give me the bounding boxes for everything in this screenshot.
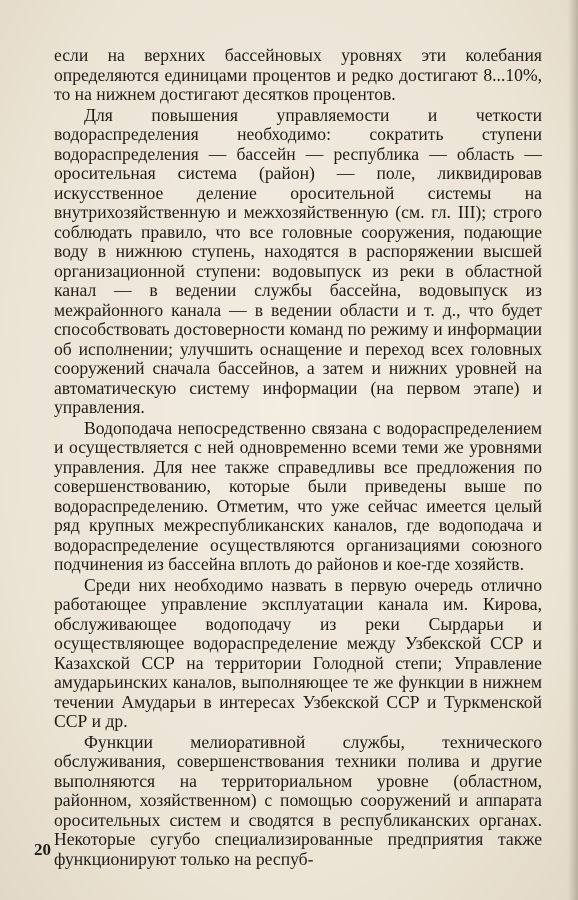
paragraph-continuation: если на верхних бассейновых уровнях эти колебания определяются единицами процентов и редко достигают 8...10%, то на нижнем достигают десятков процентов. — [54, 45, 542, 104]
page-number: 20 — [34, 840, 51, 859]
page-edge-shadow — [568, 0, 578, 900]
paragraph-canal-management: Среди них необходимо назвать в первую очередь отлично работающее управление эксплуатации канала им. Кирова, обслуживающее водоподачу из реки Сырдарьи и осуществляющее водораспределение между Узбекской ССР и Казахской ССР на территории Голодной степи; Управление амударьинских каналов, выполняющее те же функции в нижнем течении Амударьи в интересах Узбекской ССР и Туркменской ССР и др. — [54, 574, 542, 731]
body-text — [54, 45, 542, 869]
paragraph-water-distribution: Для повышения управляемости и четкости водораспределения необходимо: сократить ступени водораспределения — бассейн — республика — область — оросительная система (район) — поле, ликвидировав искусственное деление оросительной системы на внутрихозяйственную и межхозяйственную (см. гл. III); строго соблюдать правило, что все головные сооружения, подающие воду в нижнюю ступень, находятся в распоряжении высшей организационной ступени: водовыпуск из реки в областной канал — в ведении службы бассейна, водовыпуск из межрайонного канала — в ведении области и т. д., что будет способствовать достоверности команд по режиму и информации об исполнении; улучшить оснащение и переход всех головных сооружений сначала бассейнов, а затем и нижних уровней на автоматическую систему информации (на первом этапе) и управления. — [54, 104, 542, 417]
paragraph-water-supply: Водоподача непосредственно связана с водораспределением и осуществляется с ней одновременно всеми теми же уровнями управления. Для нее также справедливы все предложения по совершенствованию, которые были приведены выше по водораспределению. Отметим, что уже сейчас имеется целый ряд крупных межреспубликанских каналов, где водоподача и водораспределение осуществляются организациями союзного подчинения из бассейна вплоть до районов и кое-где хозяйств. — [54, 417, 542, 574]
paragraph-melioration-service: Функции мелиоративной службы, технического обслуживания, совершенствования техники полива и другие выполняются на территориальном уровне (областном, районном, хозяйственном) с помощью сооружений и аппарата оросительных систем и сводятся в республиканских органах. Некоторые сугубо специализированные предприятия также функционируют только на респуб- — [54, 731, 542, 869]
